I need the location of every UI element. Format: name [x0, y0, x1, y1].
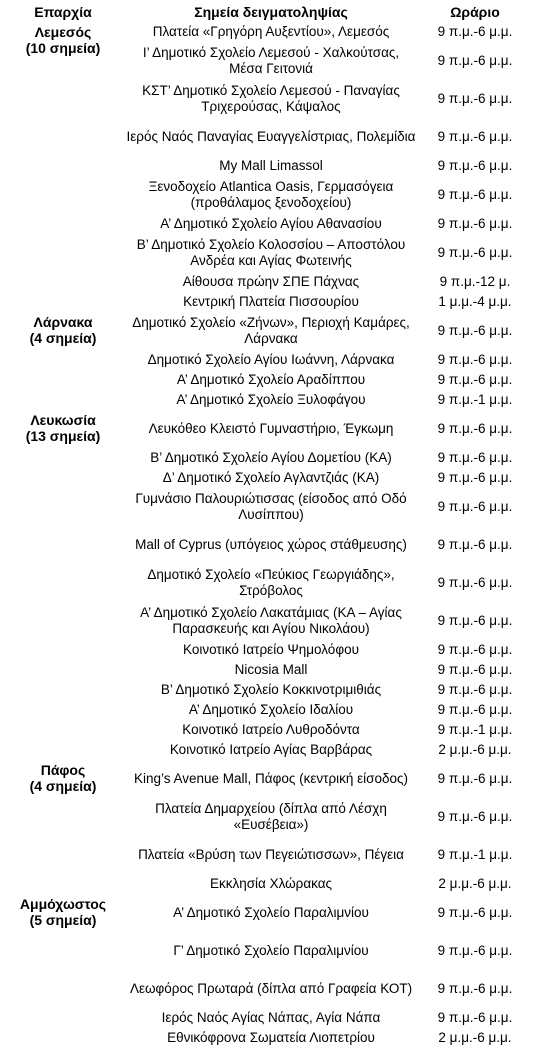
site-cell: Λευκόθεο Κλειστό Γυμναστήριο, Έγκωμη: [148, 421, 394, 436]
table-row: [126, 602, 534, 640]
hours-cell: 9 π.μ.-6 μ.μ.: [437, 352, 513, 367]
table-row: [126, 680, 534, 700]
site-cell: Κεντρική Πλατεία Πισσουρίου: [183, 294, 359, 309]
region-rows: [126, 312, 534, 410]
table-row: [126, 798, 534, 836]
hours-cell: 9 π.μ.-6 μ.μ.: [437, 575, 513, 590]
table-row: [126, 894, 534, 932]
table-row: [126, 526, 534, 564]
hours-cell: 9 π.μ.-6 μ.μ.: [437, 537, 513, 552]
region-name: Λευκωσία: [30, 412, 96, 428]
site-cell: Α’ Δημοτικό Σχολείο Λακατάμιας (ΚΑ – Αγίας Παρασκευής και Αγίου Νικολάου): [140, 605, 402, 636]
hours-cell: 9 π.μ.-6 μ.μ.: [437, 905, 513, 920]
table-row: [126, 42, 534, 80]
region-name: Αμμόχωστος: [19, 896, 107, 912]
region-rows: [126, 22, 534, 312]
site-cell: Α’ Δημοτικό Σχολείο Ιδαλίου: [188, 702, 354, 717]
region-count: (10 σημεία): [25, 40, 101, 56]
region-section: [0, 894, 534, 1048]
site-cell: Αίθουσα πρώην ΣΠΕ Πάχνας: [182, 274, 360, 289]
hours-cell: 9 π.μ.-1 μ.μ.: [437, 392, 513, 407]
table-row: [126, 488, 534, 526]
table-row: [126, 156, 534, 176]
hours-cell: 9 π.μ.-6 μ.μ.: [437, 662, 513, 677]
site-cell: Mall of Cyprus (υπόγειος χώρος στάθμευσης): [135, 537, 407, 552]
region-rows: [126, 894, 534, 1048]
table-row: [126, 312, 534, 350]
site-cell: My Mall Limassol: [219, 158, 323, 173]
table-row: [126, 80, 534, 118]
hours-cell: 9 π.μ.-1 μ.μ.: [437, 722, 513, 737]
hours-cell: 9 π.μ.-6 μ.μ.: [437, 421, 513, 436]
table-row: [126, 740, 534, 760]
region-cell: [0, 760, 126, 894]
hours-cell: 9 π.μ.-6 μ.μ.: [437, 216, 513, 231]
hours-cell: 9 π.μ.-6 μ.μ.: [437, 24, 513, 39]
hours-cell: 2 μ.μ.-6 μ.μ.: [438, 742, 512, 757]
site-cell: Α’ Δημοτικό Σχολείο Αγίου Αθανασίου: [160, 216, 382, 231]
region-cell: [0, 22, 126, 312]
hours-cell: 9 π.μ.-6 μ.μ.: [437, 91, 513, 106]
hours-cell: 9 π.μ.-6 μ.μ.: [437, 702, 513, 717]
hours-cell: 9 π.μ.-6 μ.μ.: [437, 53, 513, 68]
site-cell: Κοινοτικό Ιατρείο Λυθροδόντα: [182, 722, 360, 737]
table-row: [126, 448, 534, 468]
table-header: [0, 0, 534, 22]
site-cell: ΚΣΤ’ Δημοτικό Σχολείο Λεμεσού - Παναγίας Τριχερούσας, Κάψαλος: [142, 83, 400, 114]
region-name: Πάφος: [40, 762, 86, 778]
hours-cell: 9 π.μ.-6 μ.μ.: [437, 129, 513, 144]
site-cell: Δημοτικό Σχολείο Αγίου Ιωάννη, Λάρνακα: [147, 352, 395, 367]
site-cell: Πλατεία «Γρηγόρη Αυξεντίου», Λεμεσός: [152, 24, 390, 39]
site-cell: Δημοτικό Σχολείο «Ζήνων», Περιοχή Καμάρες, Λάρνακα: [132, 315, 410, 346]
table-row: [126, 760, 534, 798]
table-row: [126, 22, 534, 42]
table-row: [126, 468, 534, 488]
site-cell: Εθνικόφρονα Σωματεία Λιοπετρίου: [167, 1030, 375, 1045]
hours-cell: 9 π.μ.-6 μ.μ.: [437, 323, 513, 338]
site-cell: Γυμνάσιο Παλουριώτισσας (είσοδος από Οδό Λυσίππου): [135, 491, 407, 522]
site-cell: Ιερός Ναός Αγίας Νάπας, Αγία Νάπα: [161, 1010, 381, 1025]
hours-cell: 9 π.μ.-1 μ.μ.: [437, 847, 513, 862]
site-cell: Δ’ Δημοτικό Σχολείο Αγλαντζιάς (ΚΑ): [162, 470, 380, 485]
hours-cell: 9 π.μ.-6 μ.μ.: [437, 943, 513, 958]
region-section: [0, 410, 534, 760]
region-rows: [126, 410, 534, 760]
hours-cell: 9 π.μ.-6 μ.μ.: [437, 470, 513, 485]
site-cell: Α’ Δημοτικό Σχολείο Ξυλοφάγου: [176, 392, 366, 407]
table-row: [126, 836, 534, 874]
site-cell: Β’ Δημοτικό Σχολείο Αγίου Δομετίου (ΚΑ): [150, 450, 392, 465]
hours-cell: 9 π.μ.-6 μ.μ.: [437, 642, 513, 657]
site-cell: Β’ Δημοτικό Σχολείο Κοκκινοτριμιθιάς: [160, 682, 382, 697]
site-cell: Nicosia Mall: [234, 662, 308, 677]
hours-cell: 9 π.μ.-6 μ.μ.: [437, 158, 513, 173]
hours-cell: 2 μ.μ.-6 μ.μ.: [438, 876, 512, 891]
site-cell: Ξενοδοχείο Atlantica Oasis, Γερμασόγεια (προθάλαμος ξενοδοχείου): [148, 179, 394, 210]
table-row: [126, 700, 534, 720]
site-cell: Ιερός Ναός Παναγίας Ευαγγελίστριας, Πολεμίδια: [126, 129, 416, 144]
table-body: [0, 22, 534, 1048]
hours-cell: 9 π.μ.-6 μ.μ.: [437, 450, 513, 465]
header-site: Σημεία δειγματοληψίας: [194, 4, 348, 20]
site-cell: Πλατεία «Βρύση των Πεγειώτισσων», Πέγεια: [138, 847, 404, 862]
table-row: [126, 390, 534, 410]
region-section: [0, 760, 534, 894]
table-row: [126, 874, 534, 894]
table-row: [126, 370, 534, 390]
site-cell: Λεωφόρος Πρωταρά (δίπλα από Γραφεία ΚΟΤ): [129, 981, 413, 996]
site-cell: Γ’ Δημοτικό Σχολείο Παραλιμνίου: [173, 943, 369, 958]
hours-cell: 9 π.μ.-6 μ.μ.: [437, 245, 513, 260]
hours-cell: 1 μ.μ.-4 μ.μ.: [438, 294, 512, 309]
hours-cell: 9 π.μ.-6 μ.μ.: [437, 372, 513, 387]
site-cell: Ι’ Δημοτικό Σχολείο Λεμεσού - Χαλκούτσας, Μέσα Γειτονιά: [142, 45, 400, 76]
hours-cell: 9 π.μ.-6 μ.μ.: [437, 809, 513, 824]
table-row: [126, 272, 534, 292]
site-cell: Β’ Δημοτικό Σχολείο Κολοσσίου – Αποστόλου Ανδρέα και Αγίας Φωτεινής: [136, 237, 406, 268]
table-row: [126, 720, 534, 740]
region-section: [0, 22, 534, 312]
table-row: [126, 350, 534, 370]
region-cell: [0, 894, 126, 1048]
site-cell: Πλατεία Δημαρχείου (δίπλα από Λέσχη «Ευσέβεια»): [155, 801, 387, 832]
hours-cell: 9 π.μ.-6 μ.μ.: [437, 771, 513, 786]
header-hours: Ωράριο: [450, 4, 500, 20]
hours-cell: 9 π.μ.-6 μ.μ.: [437, 981, 513, 996]
site-cell: Α’ Δημοτικό Σχολείο Παραλιμνίου: [173, 905, 369, 920]
site-cell: Α’ Δημοτικό Σχολείο Αραδίππου: [176, 372, 366, 387]
hours-cell: 9 π.μ.-6 μ.μ.: [437, 1010, 513, 1025]
table-row: [126, 176, 534, 214]
site-cell: Δημοτικό Σχολείο «Πεύκιος Γεωργιάδης», Στρόβολος: [147, 567, 395, 598]
table-row: [126, 970, 534, 1008]
table-row: [126, 410, 534, 448]
region-count: (4 σημεία): [29, 330, 97, 346]
region-count: (13 σημεία): [25, 428, 101, 444]
table-row: [126, 1028, 534, 1048]
table-row: [126, 292, 534, 312]
region-count: (5 σημεία): [29, 912, 97, 928]
site-cell: Εκκλησία Χλώρακας: [209, 876, 333, 891]
region-count: (4 σημεία): [29, 778, 97, 794]
table-row: [126, 660, 534, 680]
region-name: Λεμεσός: [34, 24, 92, 40]
hours-cell: 9 π.μ.-6 μ.μ.: [437, 682, 513, 697]
hours-cell: 9 π.μ.-6 μ.μ.: [437, 187, 513, 202]
table-row: [126, 640, 534, 660]
region-section: [0, 312, 534, 410]
table-row: [126, 932, 534, 970]
site-cell: Κοινοτικό Ιατρείο Αγίας Βαρβάρας: [169, 742, 373, 757]
region-name: Λάρνακα: [33, 314, 93, 330]
hours-cell: 9 π.μ.-6 μ.μ.: [437, 613, 513, 628]
table-row: [126, 234, 534, 272]
table-row: [126, 564, 534, 602]
hours-cell: 9 π.μ.-12 μ.: [439, 274, 511, 289]
hours-cell: 2 μ.μ.-6 μ.μ.: [438, 1030, 512, 1045]
table-row: [126, 214, 534, 234]
region-rows: [126, 760, 534, 894]
table-row: [126, 1008, 534, 1028]
header-region: Επαρχία: [34, 4, 92, 20]
hours-cell: 9 π.μ.-6 μ.μ.: [437, 499, 513, 514]
region-cell: [0, 312, 126, 410]
site-cell: King’s Avenue Mall, Πάφος (κεντρική είσοδος): [133, 771, 409, 786]
region-cell: [0, 410, 126, 760]
table-row: [126, 118, 534, 156]
site-cell: Κοινοτικό Ιατρείο Ψημολόφου: [183, 642, 359, 657]
